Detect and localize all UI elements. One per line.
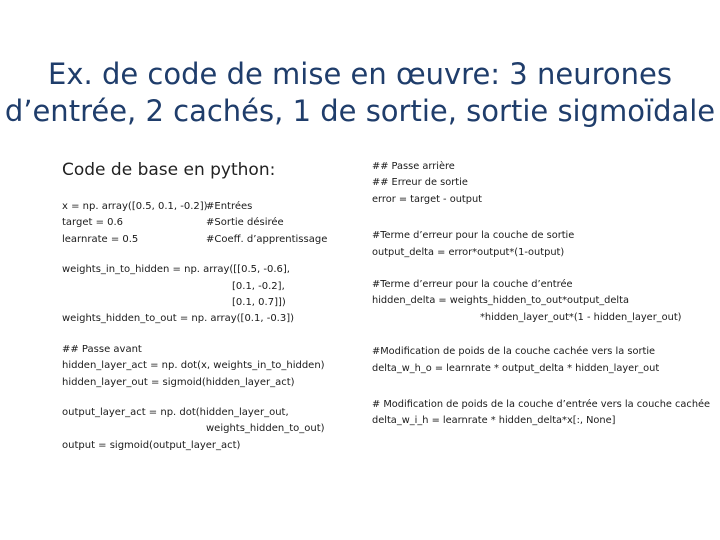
code-text: *hidden_layer_out*(1 - hidden_layer_out) bbox=[480, 311, 682, 323]
code-text: hidden_layer_act = np. dot(x, weights_in_to_hidden) bbox=[62, 360, 325, 372]
code-text: weights_hidden_to_out) bbox=[206, 423, 325, 435]
right-code-block bbox=[372, 159, 717, 430]
code-text: weights_in_to_hidden = np. array([[0.5, -0.6], bbox=[62, 264, 290, 276]
code-line bbox=[62, 232, 352, 248]
slide-title bbox=[0, 56, 720, 130]
code-text: target = 0.6 bbox=[62, 217, 124, 229]
code-line bbox=[62, 358, 352, 374]
code-comment: #Coeff. d’apprentissage bbox=[206, 233, 328, 245]
code-comment: ## Passe arrière bbox=[372, 161, 455, 172]
code-comment: ## Passe avant bbox=[62, 343, 142, 355]
code-comment: ## Erreur de sortie bbox=[372, 177, 468, 189]
code-text: learnrate = 0.5 bbox=[62, 233, 139, 245]
code-comment: #Entrées bbox=[206, 201, 253, 212]
code-line bbox=[372, 192, 717, 208]
title-line-2: d’entrée, 2 cachés, 1 de sortie, sortie sigmoïdale bbox=[4, 94, 716, 128]
code-text: weights_hidden_to_out = np. array([0.1, -0.3]) bbox=[62, 313, 295, 325]
code-comment: #Terme d’erreur pour la couche de sortie bbox=[372, 230, 575, 242]
code-line bbox=[62, 295, 352, 311]
title-line-1: Ex. de code de mise en œuvre: 3 neurones bbox=[48, 57, 672, 91]
code-text: hidden_delta = weights_hidden_to_out*output_delta bbox=[372, 295, 629, 307]
code-line bbox=[62, 279, 352, 295]
code-line bbox=[372, 397, 717, 413]
code-comment: #Modification de poids de la couche cachée vers la sortie bbox=[372, 346, 656, 358]
left-code-block bbox=[62, 199, 352, 454]
code-text: x = np. array([0.5, 0.1, -0.2]) bbox=[62, 201, 208, 212]
code-line bbox=[372, 293, 717, 309]
code-line bbox=[372, 228, 717, 244]
code-text: output_layer_act = np. dot(hidden_layer_out, bbox=[62, 406, 289, 418]
code-comment: #Terme d’erreur pour la couche d’entrée bbox=[372, 278, 573, 290]
code-text: output = sigmoid(output_layer_act) bbox=[62, 439, 241, 451]
code-text: delta_w_h_o = learnrate * output_delta * hidden_layer_out bbox=[372, 362, 660, 374]
code-line bbox=[372, 159, 717, 175]
code-text: hidden_layer_out = sigmoid(hidden_layer_act) bbox=[62, 376, 295, 388]
code-line bbox=[372, 413, 717, 429]
code-line bbox=[62, 421, 352, 437]
code-line bbox=[62, 199, 352, 215]
code-comment: #Sortie désirée bbox=[206, 217, 284, 229]
code-text: delta_w_i_h = learnrate * hidden_delta*x[:, None] bbox=[372, 415, 616, 427]
code-line bbox=[62, 342, 352, 358]
code-line bbox=[62, 438, 352, 454]
code-line bbox=[62, 262, 352, 278]
code-line bbox=[372, 175, 717, 191]
code-line bbox=[62, 375, 352, 391]
code-line bbox=[62, 311, 352, 327]
code-comment: # Modification de poids de la couche d’entrée vers la couche cachée bbox=[372, 398, 711, 410]
code-line bbox=[62, 405, 352, 421]
code-text: output_delta = error*output*(1-output) bbox=[372, 246, 565, 258]
code-text: [0.1, 0.7]]) bbox=[232, 296, 286, 308]
left-heading: Code de base en python: bbox=[62, 160, 276, 180]
code-text: [0.1, -0.2], bbox=[232, 280, 285, 292]
code-line bbox=[62, 215, 352, 231]
code-line bbox=[372, 277, 717, 293]
code-line bbox=[372, 344, 717, 360]
code-text: error = target - output bbox=[372, 193, 483, 205]
code-line bbox=[372, 310, 717, 326]
code-line bbox=[372, 245, 717, 261]
code-line bbox=[372, 361, 717, 377]
